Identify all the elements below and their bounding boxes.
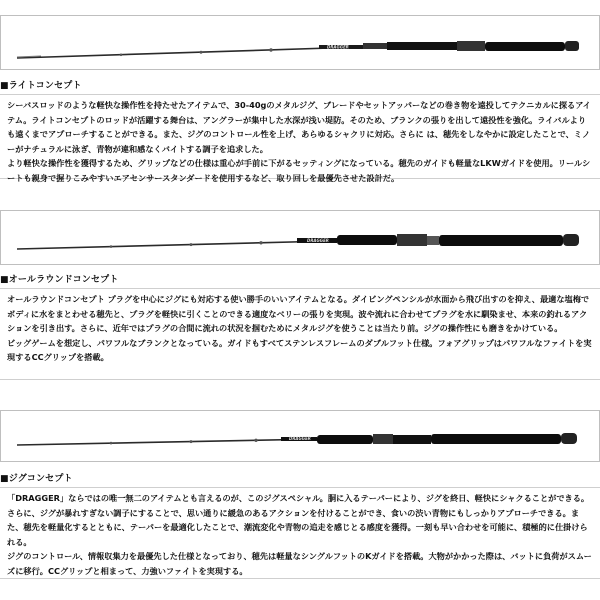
description-box bbox=[0, 487, 600, 579]
description-paragraph: シーバスロッドのような軽快な操作性を持たせたアイテムで、30-40gのメタルジグ、ブレードやセットアッパーなどの巻き物を遠投してテクニカルに探るアイテム。ライトコンセプトのロッドが活躍する舞台は、アングラーが集中した水深が浅い堤防。そのため、ブランクの張りを出して遠投性を強化。ライバルよりも遠くまでアプローチすることができる。また、ジグのコントロール性を上げ、あらゆるシャクリに対応。さらに は、穂先をしなやかに設定したことで、ミノーがナチュラルに泳ぎ、青物が違和感なくバイトする調子を追求した。 bbox=[7, 100, 591, 154]
description-paragraph: オールラウンドコンセプト プラグを中心にジグにも対応する使い勝手のいいアイテムとなる。ダイビングペンシルが水面から飛び出すのを抑え、最適な塩梅でボディに水をまとわせる穂先と、プラグを軽快に引くことのできる適度なベリーの張りを実現。波や流れに合わせてプラグを水に馴染ませ、本来の釣れるアクションを引き出す。さらに、近年ではプラグの合間に流れの状況を掴むためにメタルジグを使うことは当たり前。ジグの操作性にも磨きをかけている。 bbox=[7, 294, 590, 334]
section-heading bbox=[0, 76, 600, 92]
heading-text: ■ライトコンセプト bbox=[0, 80, 82, 91]
rod-image-box bbox=[0, 410, 600, 462]
section-heading bbox=[0, 469, 600, 485]
rod-image-box bbox=[0, 15, 600, 70]
rod-brand-label: DRAGGER bbox=[307, 238, 329, 243]
rod-image bbox=[1, 16, 600, 71]
description-paragraph: ビッグゲームを想定し、パワフルなブランクとなっている。ガイドもすべてステンレスフレームのダブルフット仕様。フォアグリップはパワフルなファイトを実現するCCグリップを搭載。 bbox=[7, 337, 592, 363]
description-box bbox=[0, 94, 600, 183]
description-paragraph: より軽快な操作性を獲得するため、グリップなどの仕様は重心が手前に下がるセッティングになっている。穂先のガイドも軽量なLKWガイドを使用。リールシートも親身で握りこみやすいエアセンサースタンダードを使用するなど、取り回しを最優先させた設計だ。 bbox=[7, 158, 591, 183]
description-box bbox=[0, 288, 600, 380]
heading-text: ■オールラウンドコンセプト bbox=[0, 274, 119, 285]
rod-brand-label: DRAGGER bbox=[327, 44, 349, 50]
rod-image bbox=[1, 211, 600, 266]
rod-brand-label: DRAGGER bbox=[289, 436, 311, 441]
heading-text: ■ジグコンセプト bbox=[0, 473, 73, 484]
section-heading bbox=[0, 270, 600, 286]
description-paragraph: ジグのコントロール、情報収集力を最優先した仕様となっており、穂先は軽量なシングルフットのKガイドを搭載。大物がかかった際は、バットに負荷がスムーズに移行。CCグリップと相まって、力強いファイトを実現する。 bbox=[7, 551, 592, 576]
rod-image bbox=[1, 411, 600, 463]
description-paragraph: 「DRAGGER」ならではの唯一無二のアイテムとも言えるのが、このジグスペシャル。胴に入るテーパーにより、ジグを終日、軽快にシャクることができる。さらに、ジグが暴れすぎない調子にすることで、思い通りに緩急のあるアクションを付けることができ、食いの渋い青物にもしっかりアプローチできる。また、穂先を軽量化するとともに、テーパーを最適化したことで、潮流変化や青物の追走を感じとる感度を獲得。一刻も早い合わせを可能に、積極的に仕掛けられる。 bbox=[7, 493, 590, 547]
rod-image-box bbox=[0, 210, 600, 265]
